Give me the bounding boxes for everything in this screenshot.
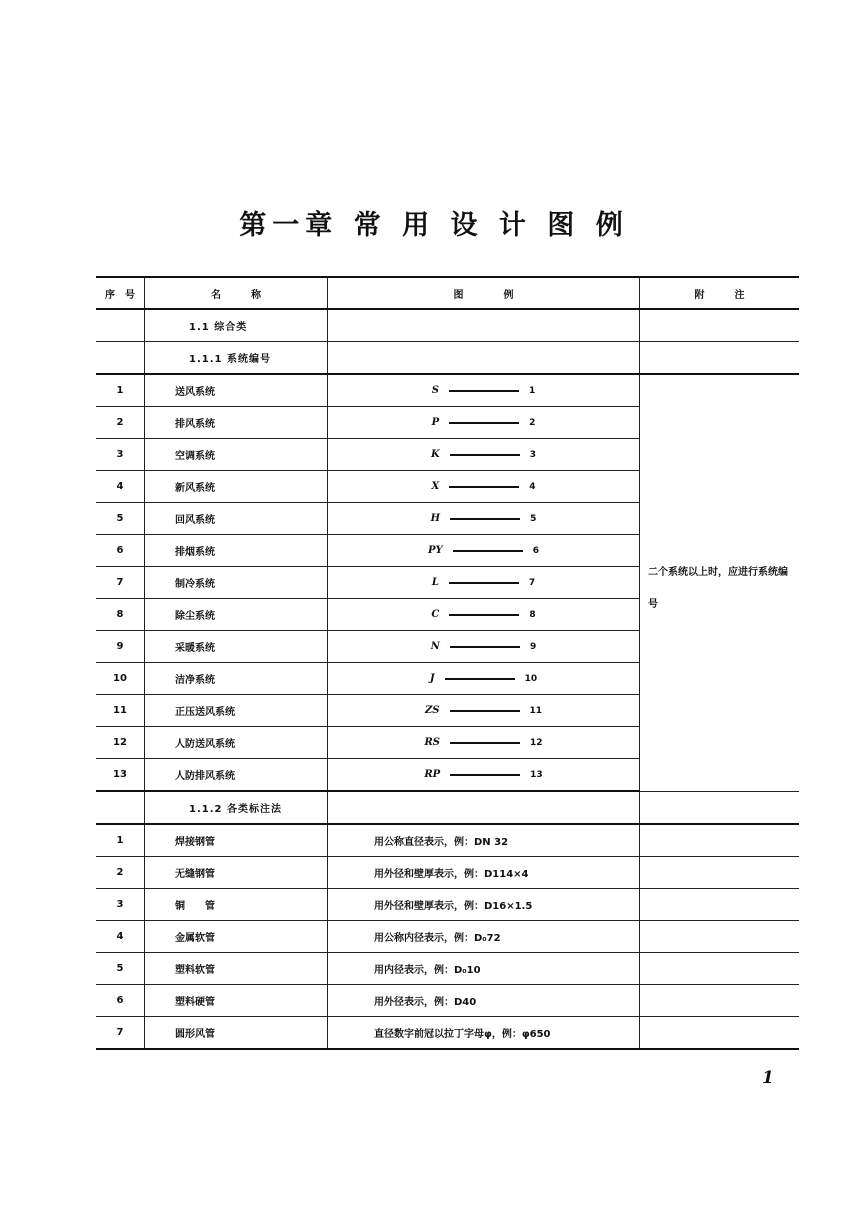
system-number: 1 — [528, 385, 536, 396]
row-number: 12 — [96, 727, 145, 759]
table-row — [96, 953, 799, 985]
system-number: 13 — [530, 769, 543, 780]
system-code: S — [431, 385, 439, 396]
systems-body — [96, 374, 799, 791]
system-number: 6 — [532, 545, 539, 556]
pipes-body — [96, 824, 799, 1049]
row-number: 4 — [96, 471, 145, 503]
row-name: 空调系统 — [145, 439, 328, 471]
table-row — [96, 889, 799, 921]
system-code: L — [431, 577, 439, 588]
system-number: 4 — [529, 481, 536, 492]
legend-symbol — [328, 673, 639, 684]
row-note — [640, 857, 800, 889]
legend-line — [449, 422, 519, 424]
legend-cell — [328, 599, 640, 631]
row-note — [640, 824, 800, 857]
row-number: 6 — [96, 535, 145, 567]
legend-cell — [328, 727, 640, 759]
row-number: 6 — [96, 985, 145, 1017]
table-row — [96, 857, 799, 889]
row-description: 用外径和壁厚表示，例：D114×4 — [328, 857, 640, 889]
legend-line — [453, 550, 523, 552]
section-row — [96, 342, 799, 375]
row-name: 人防排风系统 — [145, 759, 328, 792]
legend-line — [450, 518, 520, 520]
system-number: 12 — [530, 737, 543, 748]
row-name: 制冷系统 — [145, 567, 328, 599]
legend-line — [449, 614, 519, 616]
row-number: 13 — [96, 759, 145, 792]
system-number: 11 — [529, 705, 543, 716]
legend-line — [450, 710, 520, 712]
row-note — [640, 1017, 800, 1050]
legend-cell — [328, 663, 640, 695]
row-name: 排风系统 — [145, 407, 328, 439]
legend-symbol — [328, 609, 639, 620]
row-name: 圆形风管 — [145, 1017, 328, 1050]
legend-cell — [328, 695, 640, 727]
system-code: C — [431, 609, 440, 620]
row-description: 用外径和壁厚表示，例：D16×1.5 — [328, 889, 640, 921]
row-description: 用公称直径表示，例：DN 32 — [328, 824, 640, 857]
legend-cell — [328, 407, 640, 439]
row-number: 1 — [96, 374, 145, 407]
row-name: 新风系统 — [145, 471, 328, 503]
row-name: 无缝钢管 — [145, 857, 328, 889]
system-number: 8 — [529, 609, 536, 620]
legend-cell — [328, 439, 640, 471]
row-number: 7 — [96, 567, 145, 599]
legend-symbol — [328, 385, 639, 396]
system-code: K — [431, 449, 440, 460]
system-code: RS — [424, 737, 440, 748]
header-note: 附 注 — [640, 277, 800, 309]
section-row — [96, 309, 799, 342]
legend-line — [449, 582, 519, 584]
legend-symbol — [328, 769, 639, 780]
legend-symbol — [328, 481, 639, 492]
legend-line — [449, 486, 519, 488]
row-number: 1 — [96, 824, 145, 857]
legend-symbol — [328, 577, 639, 588]
system-code: PY — [428, 545, 443, 556]
legend-symbol — [328, 513, 639, 524]
system-number: 5 — [530, 513, 537, 524]
row-name: 人防送风系统 — [145, 727, 328, 759]
row-name: 采暖系统 — [145, 631, 328, 663]
row-name: 正压送风系统 — [145, 695, 328, 727]
section-title: 1.1 综合类 — [145, 309, 328, 342]
system-code: P — [431, 417, 440, 428]
row-number: 3 — [96, 439, 145, 471]
legend-line — [445, 678, 515, 680]
table-header — [96, 277, 799, 309]
header-no: 序 号 — [96, 277, 145, 309]
system-code: RP — [424, 769, 441, 780]
table-row — [96, 921, 799, 953]
legend-symbol — [328, 417, 639, 428]
table-row — [96, 1017, 799, 1050]
header-legend: 图 例 — [328, 277, 640, 309]
table-row — [96, 374, 799, 407]
row-number: 8 — [96, 599, 145, 631]
legend-cell — [328, 535, 640, 567]
legend-cell — [328, 759, 640, 792]
system-number: 9 — [529, 641, 537, 652]
system-code: ZS — [424, 705, 440, 716]
system-number: 2 — [529, 417, 536, 428]
legend-table — [96, 276, 799, 1050]
systems-note: 二个系统以上时，应进行系统编号 — [640, 374, 800, 791]
legend-symbol — [328, 705, 639, 716]
row-name: 塑料硬管 — [145, 985, 328, 1017]
row-name: 洁净系统 — [145, 663, 328, 695]
legend-line — [450, 774, 520, 776]
legend-line — [450, 742, 520, 744]
row-number: 10 — [96, 663, 145, 695]
table-row — [96, 985, 799, 1017]
legend-symbol — [328, 545, 639, 556]
legend-symbol — [328, 737, 639, 748]
row-note — [640, 953, 800, 985]
row-note — [640, 985, 800, 1017]
legend-symbol — [328, 641, 639, 652]
system-code: H — [430, 513, 441, 524]
system-code: N — [430, 641, 440, 652]
row-number: 11 — [96, 695, 145, 727]
row-name: 排烟系统 — [145, 535, 328, 567]
row-number: 9 — [96, 631, 145, 663]
row-name: 铜 管 — [145, 889, 328, 921]
system-number: 10 — [524, 673, 538, 684]
legend-line — [449, 390, 519, 392]
legend-cell — [328, 567, 640, 599]
section-title: 1.1.1 系统编号 — [145, 342, 328, 375]
row-number: 3 — [96, 889, 145, 921]
system-number: 7 — [528, 577, 536, 588]
row-name: 焊接钢管 — [145, 824, 328, 857]
legend-line — [450, 646, 520, 648]
row-number: 4 — [96, 921, 145, 953]
legend-line — [450, 454, 520, 456]
row-note — [640, 921, 800, 953]
chapter-title: 第一章 常 用 设 计 图 例 — [239, 210, 629, 241]
row-name: 回风系统 — [145, 503, 328, 535]
system-number: 3 — [529, 449, 536, 460]
row-description: 直径数字前冠以拉丁字母φ，例：φ650 — [328, 1017, 640, 1050]
row-number: 2 — [96, 407, 145, 439]
row-description: 用公称内径表示，例：D₀72 — [328, 921, 640, 953]
legend-cell — [328, 503, 640, 535]
row-number: 7 — [96, 1017, 145, 1050]
row-number: 2 — [96, 857, 145, 889]
row-name: 塑料软管 — [145, 953, 328, 985]
row-number: 5 — [96, 953, 145, 985]
page-number: 1 — [762, 1068, 774, 1088]
row-name: 送风系统 — [145, 374, 328, 407]
row-name: 除尘系统 — [145, 599, 328, 631]
legend-cell — [328, 631, 640, 663]
section-row — [96, 791, 799, 824]
system-code: J — [429, 673, 435, 684]
row-note — [640, 889, 800, 921]
header-name: 名 称 — [145, 277, 328, 309]
legend-symbol — [328, 449, 639, 460]
legend-cell — [328, 374, 640, 407]
section-title: 1.1.2 各类标注法 — [145, 791, 328, 824]
row-number: 5 — [96, 503, 145, 535]
table-row — [96, 824, 799, 857]
row-description: 用内径表示，例：D₀10 — [328, 953, 640, 985]
legend-cell — [328, 471, 640, 503]
row-description: 用外径表示，例：D40 — [328, 985, 640, 1017]
row-name: 金属软管 — [145, 921, 328, 953]
system-code: X — [431, 481, 440, 492]
